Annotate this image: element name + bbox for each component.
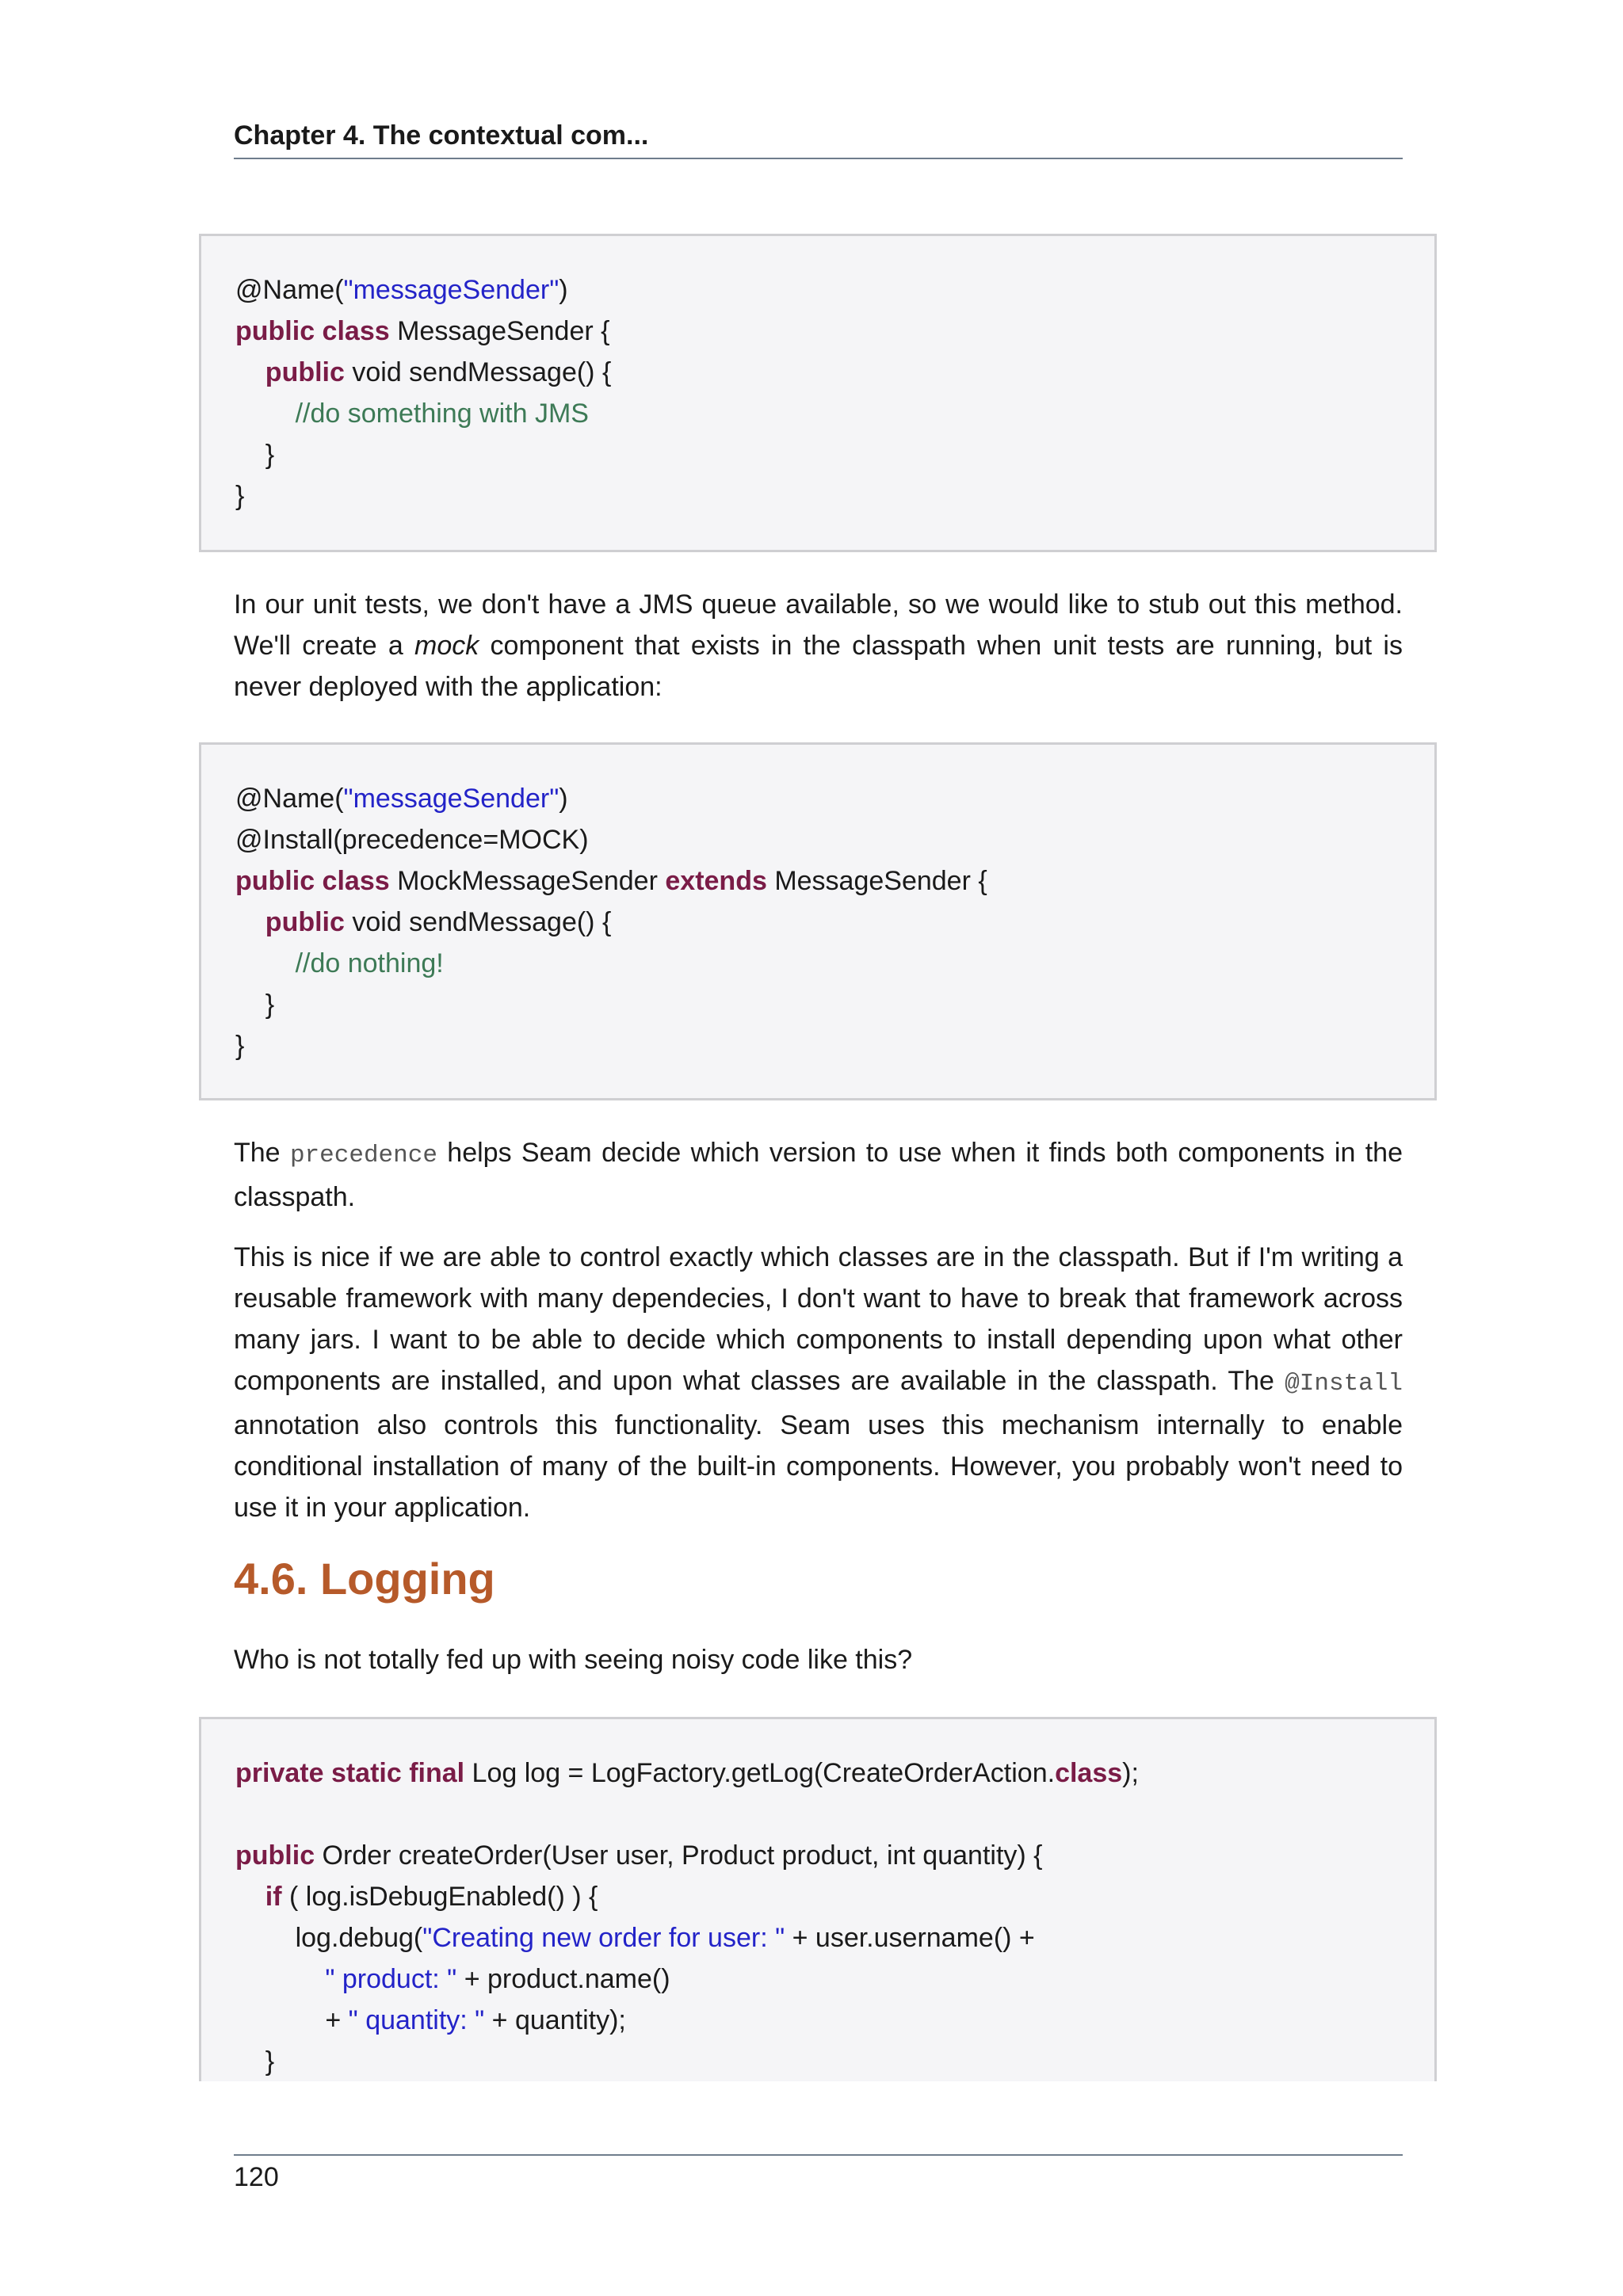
paragraph-precedence (234, 1132, 1403, 1218)
page-number: 120 (234, 2162, 279, 2192)
code-text: @Name( (235, 784, 344, 814)
paragraph-text: The (234, 1138, 290, 1168)
code-line (235, 2000, 1434, 2041)
code-line (235, 1958, 1434, 2000)
code-string: " product: " (325, 1964, 457, 1994)
code-keyword: public class (235, 316, 390, 346)
code-line (235, 943, 1434, 984)
code-text: + (235, 2005, 349, 2035)
code-line (235, 269, 1434, 311)
code-text: Order createOrder(User user, Product product, int quantity) { (315, 1840, 1043, 1871)
code-block-create-order (199, 1717, 1437, 2081)
code-keyword: if (265, 1882, 282, 1912)
code-line (235, 352, 1434, 393)
code-line: } (235, 2046, 275, 2077)
code-text: + product.name() (456, 1964, 670, 1994)
footer-rule (234, 2154, 1403, 2156)
code-block-message-sender (199, 234, 1437, 552)
paragraph-text: component that exists in the classpath when unit tests are running, but is never deployed with the application: (234, 631, 1403, 702)
paragraph-install (234, 1237, 1403, 1528)
paragraph-text: This is nice if we are able to control exactly which classes are in the classpath. But if I'm writing a reusable framework with many dependecies, I don't want to have to break that framework across many jars. I want to be able to decide which components to install depending upon what other components are installed, and upon what classes are available in the classpath. The (234, 1242, 1403, 1396)
code-line: } (235, 990, 275, 1020)
code-line: } (235, 440, 275, 470)
code-indent (235, 907, 265, 937)
paragraph-text: helps Seam decide which version to use when it finds both components in the classpath. (234, 1138, 1403, 1212)
code-text: void sendMessage() { (344, 357, 612, 387)
code-string: "messageSender" (343, 784, 559, 814)
code-line (235, 311, 1434, 352)
code-text: MessageSender { (389, 316, 610, 346)
code-keyword: public (265, 357, 345, 387)
code-text: ) (559, 275, 568, 305)
section-title: 4.6. Logging (234, 1554, 495, 1604)
code-block-mock-message-sender (199, 742, 1437, 1100)
code-line (235, 1917, 1434, 1958)
header-rule (234, 158, 1403, 159)
code-keyword: public class (235, 866, 390, 896)
code-indent (235, 357, 265, 387)
code-text: log.debug( (235, 1923, 423, 1953)
code-text: @Name( (235, 275, 344, 305)
code-indent (235, 1882, 265, 1912)
code-keyword: class (1055, 1758, 1123, 1788)
code-text: Log log = LogFactory.getLog(CreateOrderAction. (464, 1758, 1056, 1788)
code-indent (235, 948, 296, 978)
code-line: } (235, 1031, 245, 1061)
code-line (235, 1835, 1434, 1876)
code-text: ( log.isDebugEnabled() ) { (281, 1882, 598, 1912)
code-line (235, 1753, 1434, 1794)
code-text: MessageSender { (766, 866, 987, 896)
paragraph-logging-intro: Who is not totally fed up with seeing noisy code like this? (234, 1645, 913, 1675)
code-indent (235, 399, 296, 429)
code-text: MockMessageSender (389, 866, 666, 896)
code-line (235, 1876, 1434, 1917)
code-text: + user.username() + (785, 1923, 1035, 1953)
paragraph-mock-intro (234, 584, 1403, 707)
code-comment: //do something with JMS (295, 399, 589, 429)
running-header: Chapter 4. The contextual com... (234, 120, 649, 151)
code-keyword: public (265, 907, 345, 937)
code-line (235, 393, 1434, 434)
code-string: "messageSender" (343, 275, 559, 305)
emphasis-mock: mock (414, 631, 479, 661)
code-string: " quantity: " (348, 2005, 485, 2035)
code-keyword: private static final (235, 1758, 465, 1788)
code-text: ); (1122, 1758, 1139, 1788)
code-line: @Install(precedence=MOCK) (235, 825, 589, 855)
code-indent (235, 1964, 325, 1994)
code-line (235, 860, 1434, 902)
code-string: "Creating new order for user: " (422, 1923, 785, 1953)
code-text: void sendMessage() { (344, 907, 612, 937)
paragraph-text: annotation also controls this functionality. Seam uses this mechanism internally to enable conditional installation of many of the built-in components. However, you probably won't need to use it in your application. (234, 1410, 1403, 1523)
code-line (235, 1794, 1434, 1835)
inline-code: @Install (1285, 1370, 1403, 1398)
code-text: + quantity); (484, 2005, 626, 2035)
paragraph-text: In our unit tests, we don't have a JMS queue available, so we would like to stub out this method. We'll create a (234, 589, 1403, 661)
code-keyword: extends (665, 866, 767, 896)
code-text: ) (559, 784, 568, 814)
inline-code: precedence (289, 1142, 437, 1169)
code-keyword: public (235, 1840, 315, 1871)
code-line: } (235, 481, 245, 511)
code-line (235, 902, 1434, 943)
code-comment: //do nothing! (295, 948, 444, 978)
code-line (235, 778, 1434, 819)
